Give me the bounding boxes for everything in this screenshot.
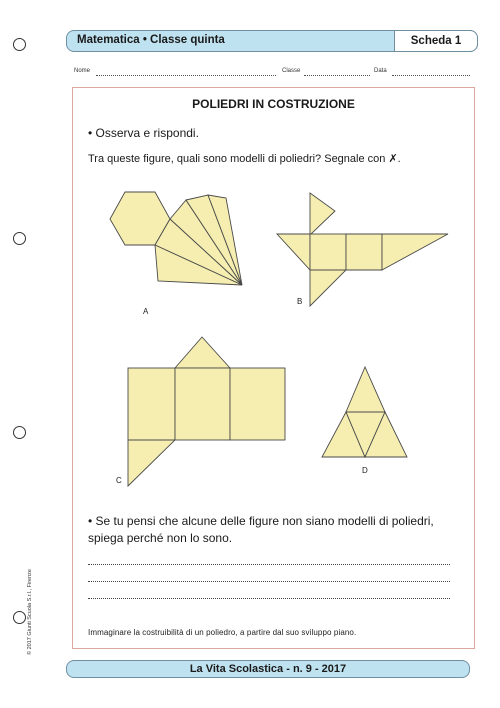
- figure-b-square-1: [310, 234, 346, 270]
- answer-line-2[interactable]: [88, 581, 450, 582]
- figure-a-label: A: [143, 307, 149, 316]
- class-label: Classe: [282, 68, 301, 74]
- footer-bar: La Vita Scolastica - n. 9 - 2017: [66, 660, 470, 678]
- name-label: Nome: [74, 68, 91, 74]
- figure-b-right-triangle: [382, 234, 448, 270]
- answer-line-3[interactable]: [88, 598, 450, 599]
- answer-line-1[interactable]: [88, 564, 450, 565]
- subject-label: Matematica • Classe quinta: [77, 34, 225, 46]
- figure-d-triangle-top: [346, 367, 385, 412]
- figure-b-bottom-triangle: [310, 270, 346, 306]
- figure-c-bottom-triangle: [128, 440, 175, 486]
- question-2: • Se tu pensi che alcune delle figure non siano modelli di poliedri, spiega perché non lo sono.: [88, 514, 434, 545]
- figure-b-label: B: [297, 297, 303, 306]
- figure-c-top-triangle: [175, 337, 230, 368]
- sheet-label: Scheda 1: [394, 30, 478, 52]
- figure-b-square-2: [346, 234, 382, 270]
- date-label: Data: [374, 68, 387, 74]
- figure-d-label: D: [362, 466, 368, 475]
- figure-b[interactable]: [277, 193, 448, 306]
- instruction-text: Tra queste figure, quali sono modelli di poliedri? Segnale con ✗.: [88, 153, 401, 165]
- figure-b-left-triangle: [277, 234, 310, 270]
- copyright-text: © 2017 Giunti Scuola S.r.l., Firenze: [27, 569, 33, 655]
- figure-c[interactable]: [116, 337, 285, 486]
- figure-d[interactable]: [322, 367, 407, 475]
- figure-c-rect-3: [230, 368, 285, 440]
- figure-b-top-triangle: [310, 193, 335, 235]
- figure-c-label: C: [116, 476, 122, 485]
- worksheet-title: POLIEDRI IN COSTRUZIONE: [192, 97, 355, 111]
- hint-text: Immaginare la costruibilità di un poliedro, a partire dal suo sviluppo piano.: [88, 628, 357, 637]
- question-1: • Osserva e rispondi.: [88, 126, 199, 140]
- figure-c-rect-2: [175, 368, 230, 440]
- figure-c-rect-1: [128, 368, 175, 440]
- figure-a[interactable]: [110, 192, 242, 316]
